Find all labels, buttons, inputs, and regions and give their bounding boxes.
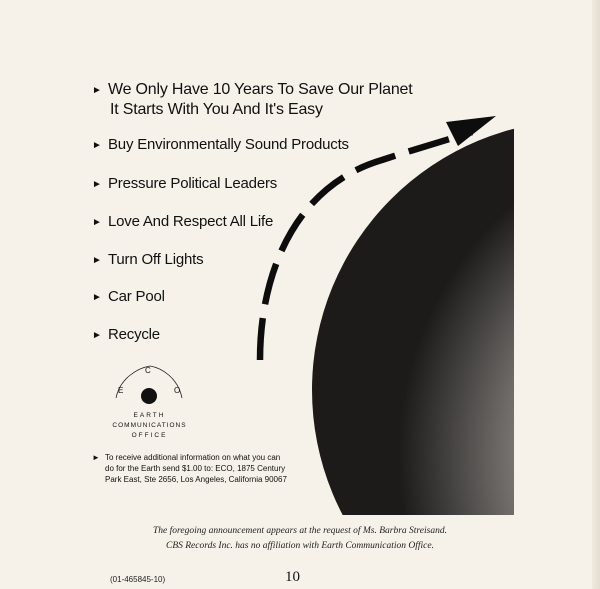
logo-letter-c: C: [145, 366, 151, 375]
lead-line-2: It Starts With You And It's Easy: [110, 101, 323, 118]
logo-line-2: COMMUNICATIONS: [112, 422, 187, 429]
bullet-arrow-icon: ►: [92, 217, 102, 228]
info-line-1: To receive additional information on what you can: [105, 453, 281, 462]
list-item: [92, 288, 165, 305]
list-item: [92, 213, 273, 230]
list-item-text: Turn Off Lights: [108, 251, 204, 268]
list-item-text: Pressure Political Leaders: [108, 175, 278, 192]
catalog-number: (01-465845-10): [110, 575, 166, 584]
list-item-text: Love And Respect All Life: [108, 213, 274, 230]
info-note: [92, 452, 297, 485]
logo-line-1: EARTH: [133, 412, 166, 419]
info-line-3: Park East, Ste 2656, Los Angeles, California 90067: [105, 475, 287, 484]
bullet-arrow-icon: ►: [92, 330, 102, 341]
page-edge: [592, 0, 600, 589]
info-line-2: do for the Earth send $1.00 to: ECO, 1875 Century: [105, 464, 286, 473]
bullet-arrow-icon: ►: [92, 255, 102, 266]
list-item-text: Recycle: [108, 326, 160, 343]
list-item: [92, 251, 203, 268]
list-item: [92, 136, 349, 153]
logo-letter-e: E: [118, 386, 124, 395]
list-item: [92, 175, 277, 192]
lead-line-1: We Only Have 10 Years To Save Our Planet: [108, 81, 413, 98]
bullet-arrow-icon: ►: [92, 85, 102, 96]
list-item-text: Buy Environmentally Sound Products: [108, 136, 349, 153]
lead-item: [92, 80, 412, 119]
bullet-arrow-icon: ►: [92, 292, 102, 303]
logo-line-3: OFFICE: [131, 432, 168, 439]
logo-letter-o: O: [174, 386, 181, 395]
bullet-arrow-icon: ►: [92, 179, 102, 190]
list-item: [92, 326, 160, 343]
bullet-arrow-icon: ►: [92, 140, 102, 151]
page-number: 10: [285, 569, 300, 585]
eco-logo: [102, 360, 197, 445]
list-item-text: Car Pool: [108, 288, 165, 305]
bullet-arrow-icon: ►: [92, 453, 100, 462]
disclaimer-line-1: The foregoing announcement appears at the request of Ms. Barbra Streisand.: [153, 526, 447, 536]
disclaimer-line-2: CBS Records Inc. has no affiliation with Earth Communication Office.: [165, 541, 434, 551]
eco-announcement-panel: [82, 60, 514, 515]
eco-logo-mark: [102, 360, 197, 410]
